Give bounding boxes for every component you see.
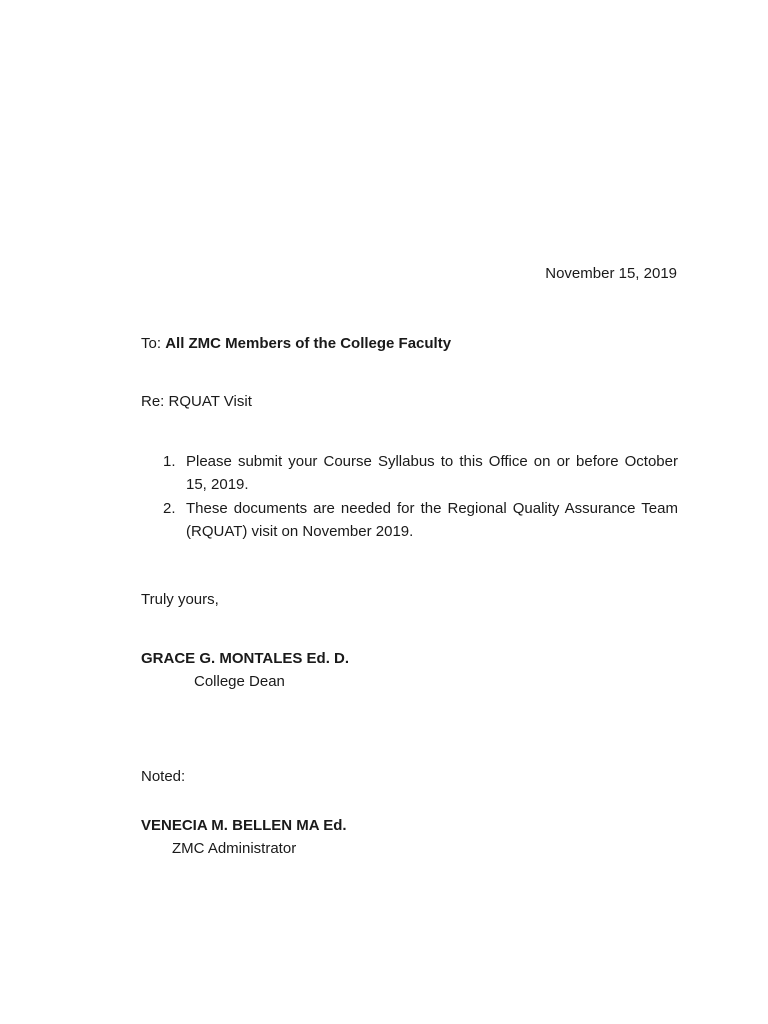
to-recipient: All ZMC Members of the College Faculty [165,335,452,352]
instruction-list [141,450,678,544]
list-item-number: 2. [163,500,176,517]
noting-official-name: VENECIA M. BELLEN MA Ed. [141,817,347,834]
list-item-text: Please submit your Course Syllabus to this Office on or before October 15, 2019. [186,453,678,493]
signatory-name: GRACE G. MONTALES Ed. D. [141,650,350,667]
list-item [141,450,678,496]
letter-closing: Truly yours, [141,591,219,608]
noting-official-title: ZMC Administrator [172,840,297,857]
signatory-title: College Dean [194,673,285,690]
list-item [141,497,678,543]
to-label: To: [141,335,162,352]
noted-label: Noted: [141,768,186,785]
letter-recipient-line [141,335,451,352]
list-item-number: 1. [163,453,176,470]
letter-subject: Re: RQUAT Visit [141,393,252,410]
list-item-text: These documents are needed for the Regional Quality Assurance Team (RQUAT) visit on November 2019. [186,500,678,540]
letter-date: November 15, 2019 [545,265,677,282]
